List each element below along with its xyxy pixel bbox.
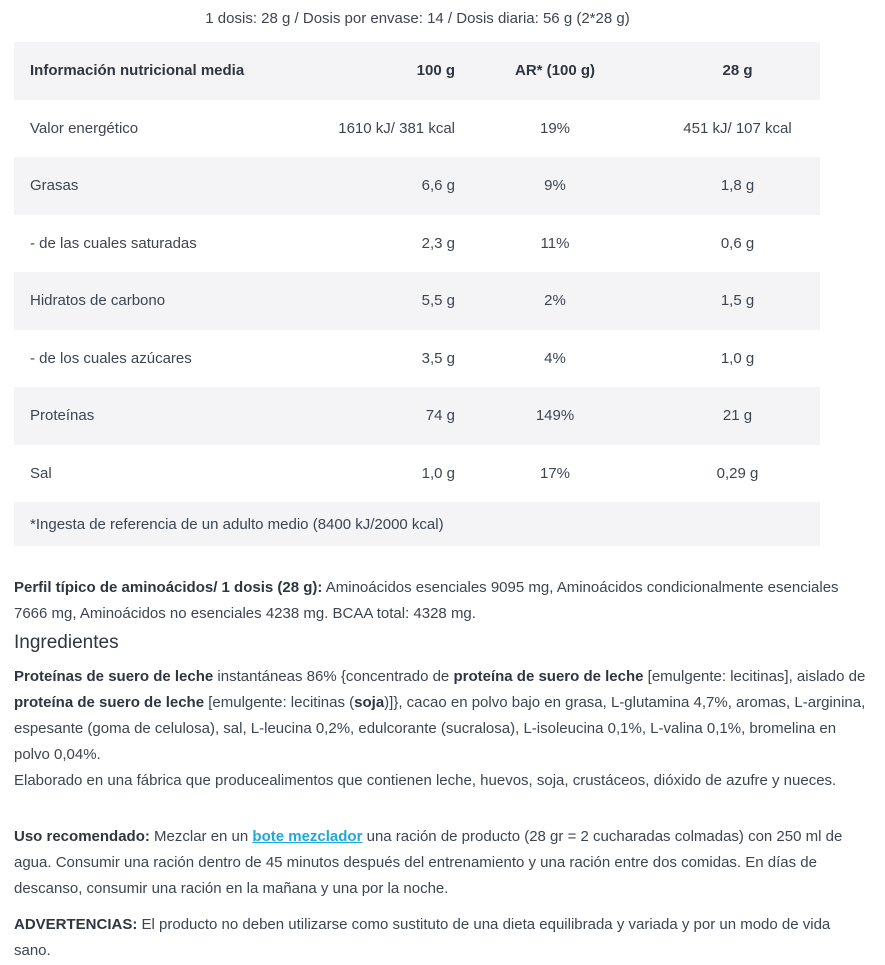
value-ri: 149%: [535, 407, 575, 425]
ingredients-list: [14, 664, 870, 794]
value-ri: 19%: [539, 119, 571, 137]
header-nutrient: Información nutricional media: [30, 62, 245, 80]
value-100g: 5,5 g: [421, 292, 455, 310]
warnings: [14, 912, 870, 964]
nutrition-table: [14, 42, 820, 546]
value-100g: 1610 kJ/ 381 kcal: [338, 119, 455, 137]
amino-profile: [14, 575, 870, 627]
value-serving: 1,5 g: [720, 292, 755, 310]
header-per-serving: 28 g: [722, 62, 753, 80]
table-row: [14, 330, 820, 388]
warning-label: ADVERTENCIAS:: [14, 916, 138, 933]
amino-text: Aminoácidos esenciales 9095 mg, Aminoácidos condicionalmente esenciales 7666 mg, Aminoácidos no esenciales 4238 mg. BCAA total: 4328 mg.: [14, 579, 839, 622]
usage-instructions: [14, 824, 870, 902]
ingredient-text: )]}, cacao en polvo bajo en grasa, L-glutamina 4,7%, aromas, L-arginina, espesante (goma de celulosa), sal, L-leucina 0,2%, edulcorante (sucralosa), L-isoleucina 0,1%, L-valina 0,1%, bromelina en polvo 0,04%.: [14, 694, 866, 763]
ingredient-bold: Proteínas de suero de leche: [14, 668, 214, 685]
dose-info: 1 dosis: 28 g / Dosis por envase: 14 / Dosis diaria: 56 g (2*28 g): [205, 10, 630, 27]
value-100g: 74 g: [425, 407, 455, 425]
value-100g: 6,6 g: [421, 177, 455, 195]
usage-label: Uso recomendado:: [14, 828, 150, 845]
value-100g: 1,0 g: [421, 464, 455, 482]
header-ri: AR* (100 g): [514, 62, 596, 80]
nutrient-name: Proteínas: [30, 407, 95, 425]
table-footnote: *Ingesta de referencia de un adulto medio (8400 kJ/2000 kcal): [30, 515, 444, 533]
amino-label: Perfil típico de aminoácidos/ 1 dosis (28 g):: [14, 579, 323, 596]
value-serving: 1,0 g: [720, 349, 755, 367]
value-100g: 3,5 g: [421, 349, 455, 367]
value-serving: 1,8 g: [720, 177, 755, 195]
shaker-link[interactable]: bote mezclador: [252, 828, 363, 845]
value-100g: 2,3 g: [421, 234, 455, 252]
value-ri: 17%: [539, 464, 571, 482]
header-per-100g: 100 g: [416, 62, 455, 80]
value-serving: 21 g: [722, 407, 753, 425]
ingredient-text: [emulgente: lecitinas (: [204, 694, 355, 711]
nutrient-name: Sal: [30, 464, 52, 482]
nutrient-name: - de los cuales azúcares: [30, 349, 192, 367]
value-ri: 2%: [544, 292, 566, 310]
usage-pre: Mezclar en un: [149, 828, 253, 845]
ingredient-bold: soja: [354, 694, 385, 711]
table-row: [14, 387, 820, 445]
nutrient-name: Grasas: [30, 177, 79, 195]
factory-notice: Elaborado en una fábrica que producealimentos que contienen leche, huevos, soja, crustáceos, dióxido de azufre y nueces.: [14, 772, 837, 789]
ingredient-text: [emulgente: lecitinas], aislado de: [643, 668, 866, 685]
value-ri: 4%: [544, 349, 566, 367]
nutrient-name: Hidratos de carbono: [30, 292, 166, 310]
table-header-row: [14, 42, 820, 100]
warning-text: El producto no deben utilizarse como sustituto de una dieta equilibrada y variada y por un modo de vida sano.: [14, 916, 831, 959]
nutrient-name: - de las cuales saturadas: [30, 234, 197, 252]
footnote-row: [14, 502, 820, 546]
usage-text: una ración de producto (28 gr = 2 cucharadas colmadas) con 250 ml de agua. Consumir una ración dentro de 45 minutos después del entrenamiento y una ración entre dos comidas. En días de descanso, consumir una ración en la mañana y una por la noche.: [14, 828, 843, 897]
value-serving: 451 kJ/ 107 kcal: [683, 119, 792, 137]
value-ri: 9%: [544, 177, 566, 195]
table-row: [14, 100, 820, 158]
ingredient-text: instantáneas 86% {concentrado de: [213, 668, 454, 685]
ingredient-bold: proteína de suero de leche: [14, 694, 205, 711]
table-row: [14, 272, 820, 330]
table-row: [14, 445, 820, 503]
table-row: [14, 157, 820, 215]
table-row: [14, 215, 820, 273]
value-serving: 0,29 g: [716, 464, 759, 482]
value-ri: 11%: [540, 234, 570, 252]
nutrient-name: Valor energético: [30, 119, 139, 137]
value-serving: 0,6 g: [720, 234, 755, 252]
ingredients-heading: Ingredientes: [14, 632, 119, 653]
ingredient-bold: proteína de suero de leche: [453, 668, 644, 685]
